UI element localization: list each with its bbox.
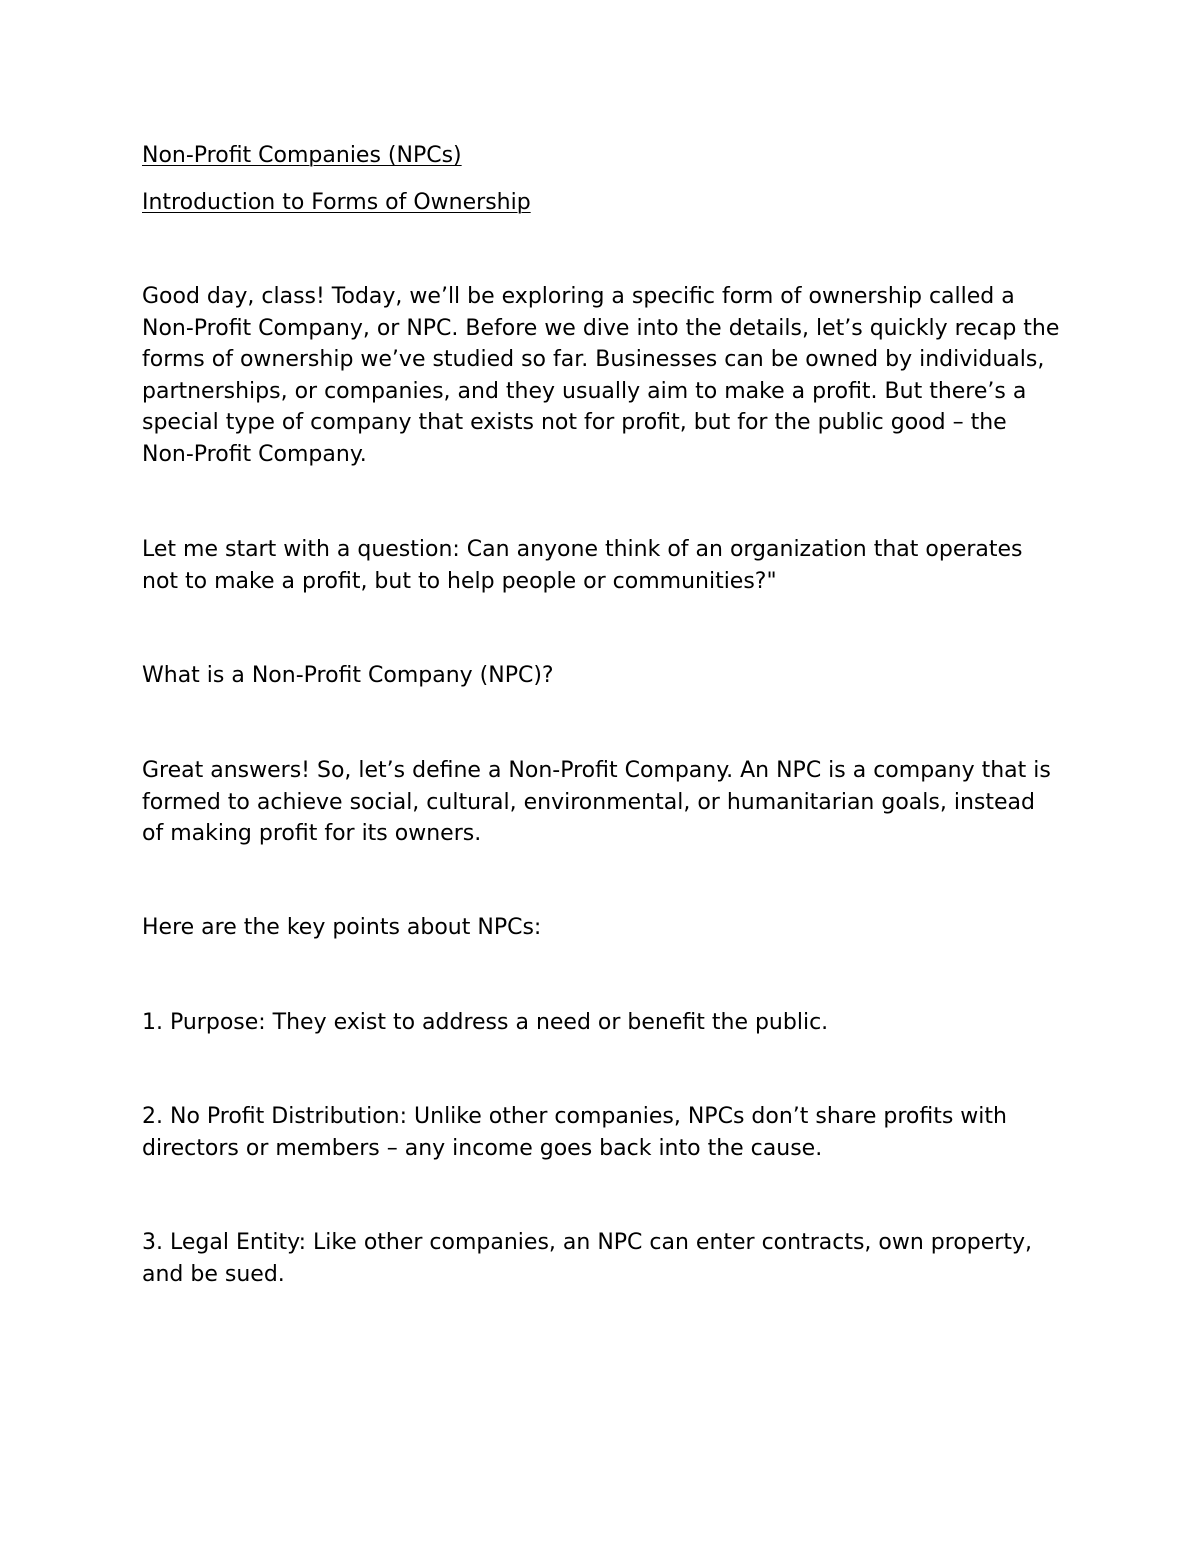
document-title: Non-Profit Companies (NPCs) <box>142 143 462 168</box>
document-subtitle: Introduction to Forms of Ownership <box>142 190 531 215</box>
key-point-1: 1. Purpose: They exist to address a need or benefit the public. <box>142 1010 829 1035</box>
question-paragraph: Let me start with a question: Can anyone think of an organization that operates not to make a profit, but to help people or communities?" <box>142 537 1023 594</box>
section-heading: What is a Non-Profit Company (NPC)? <box>142 663 554 688</box>
key-point-2: 2. No Profit Distribution: Unlike other companies, NPCs don’t share profits with directors or members – any income goes back into the cause. <box>142 1104 1007 1161</box>
definition-paragraph: Great answers! So, let’s define a Non-Profit Company. An NPC is a company that is formed to achieve social, cultural, environmental, or humanitarian goals, instead of making profit for its owners. <box>142 758 1051 846</box>
key-points-intro: Here are the key points about NPCs: <box>142 915 542 940</box>
intro-paragraph: Good day, class! Today, we’ll be exploring a specific form of ownership called a Non-Profit Company, or NPC. Before we dive into the details, let’s quickly recap the forms of ownership we’ve studied so far. Businesses can be owned by individuals, partnerships, or companies, and they usually aim to make a profit. But there’s a special type of company that exists not for profit, but for the public good – the Non-Profit Company. <box>142 284 1060 467</box>
key-point-3: 3. Legal Entity: Like other companies, an NPC can enter contracts, own property, and be sued. <box>142 1230 1032 1287</box>
